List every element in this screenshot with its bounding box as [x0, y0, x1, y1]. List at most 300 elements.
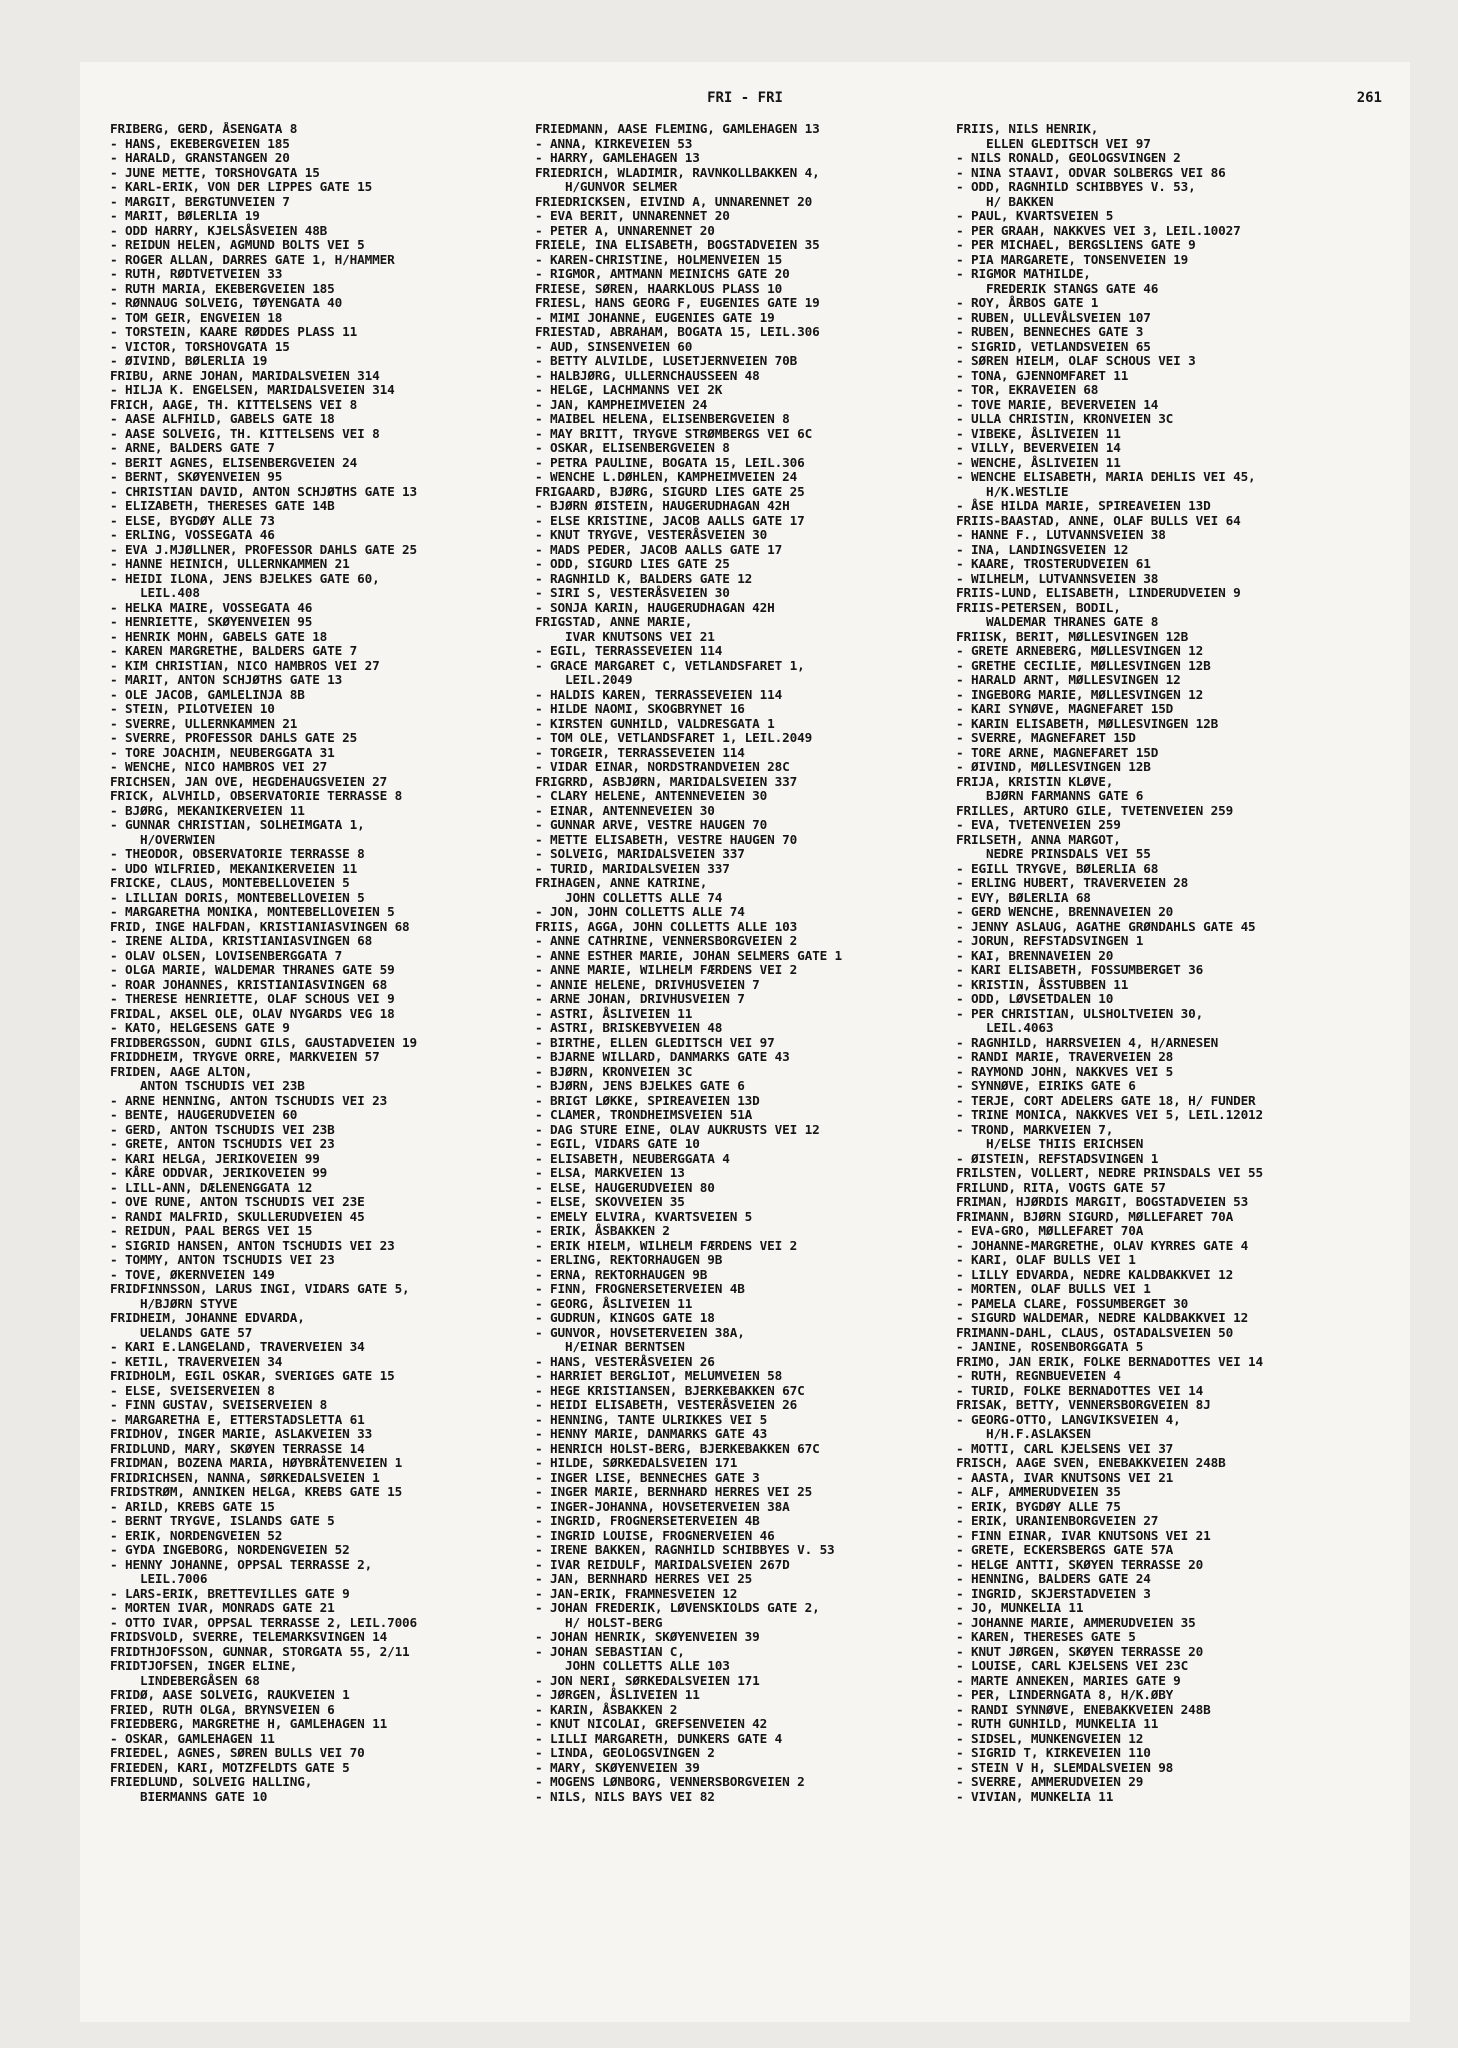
directory-entry-line: - MARTE ANNEKEN, MARIES GATE 9: [956, 1672, 1181, 1688]
directory-entry-line: - JANINE, ROSENBORGGATA 5: [956, 1339, 1144, 1354]
directory-entry-line: - BERNT, SKØYENVEIEN 95: [110, 469, 283, 484]
directory-entry-line: - SIGRID HANSEN, ANTON TSCHUDIS VEI 23: [110, 1237, 395, 1253]
directory-entry-line: - ELSE KRISTINE, JACOB AALLS GATE 17: [535, 512, 805, 528]
directory-entry-line: - FINN EINAR, IVAR KNUTSONS VEI 21: [956, 1527, 1211, 1543]
directory-entry-line: - HARRY, GAMLEHAGEN 13: [535, 150, 700, 165]
directory-entry-line: H/GUNVOR SELMER: [535, 179, 678, 194]
directory-entry-line: H/BJØRN STYVE: [110, 1295, 238, 1311]
directory-entry-line: - NINA STAAVI, ODVAR SOLBERGS VEI 86: [956, 164, 1226, 180]
directory-entry-line: - INGRID, FROGNERSETERVEIEN 4B: [535, 1513, 760, 1528]
directory-entry-line: - JUNE METTE, TORSHOVGATA 15: [110, 164, 320, 180]
directory-entry-line: - LILLIAN DORIS, MONTEBELLOVEIEN 5: [110, 889, 365, 905]
directory-entry-line: - GUDRUN, KINGOS GATE 18: [535, 1310, 715, 1325]
directory-entry-line: - UDO WILFRIED, MEKANIKERVEIEN 11: [110, 860, 358, 876]
directory-entry-line: FRICKE, CLAUS, MONTEBELLOVEIEN 5: [110, 875, 350, 890]
directory-entry-line: - BIRTHE, ELLEN GLEDITSCH VEI 97: [535, 1034, 775, 1050]
directory-entry-line: FRIED, RUTH OLGA, BRYNSVEIEN 6: [110, 1701, 335, 1717]
directory-entry-line: - ERLING, VOSSEGATA 46: [110, 527, 275, 542]
directory-entry-line: - GUNNAR ARVE, VESTRE HAUGEN 70: [535, 817, 768, 832]
page-header: [80, 90, 1410, 114]
directory-entry-line: - JOHANNE MARIE, AMMERUDVEIEN 35: [956, 1614, 1196, 1630]
directory-entry-line: UELANDS GATE 57: [110, 1324, 253, 1340]
directory-entry-line: - HENNY MARIE, DANMARKS GATE 43: [535, 1426, 768, 1441]
directory-entry-line: H/EINAR BERNTSEN: [535, 1339, 685, 1354]
directory-entry-line: - MARY, SKØYENVEIEN 39: [535, 1759, 700, 1775]
directory-entry-line: - HALDIS KAREN, TERRASSEVEIEN 114: [535, 686, 783, 702]
directory-entry-line: FRIDDHEIM, TRYGVE ORRE, MARKVEIEN 57: [110, 1049, 380, 1064]
directory-entry-line: - IRENE ALIDA, KRISTIANIASVINGEN 68: [110, 933, 373, 948]
directory-entry-line: - PER, LINDERNGATA 8, H/K.ØBY: [956, 1687, 1174, 1702]
directory-entry-line: - KRISTIN, ÅSSTUBBEN 11: [956, 976, 1129, 992]
directory-entry-line: - EMELY ELVIRA, KVARTSVEIEN 5: [535, 1208, 753, 1224]
directory-entry-line: FRIELE, INA ELISABETH, BOGSTADVEIEN 35: [535, 237, 820, 252]
directory-entry-line: FRIIS, NILS HENRIK,: [956, 122, 1099, 136]
directory-entry-line: - GRETE, ECKERSBERGS GATE 57A: [956, 1542, 1174, 1557]
directory-entry-line: - JON, JOHN COLLETTS ALLE 74: [535, 904, 745, 919]
directory-entry-line: - TOMMY, ANTON TSCHUDIS VEI 23: [110, 1252, 335, 1267]
directory-entry-line: - SIGRID, VETLANDSVEIEN 65: [956, 338, 1151, 354]
directory-entry-line: - BENTE, HAUGERUDVEIEN 60: [110, 1107, 298, 1122]
directory-entry-line: - TOR, EKRAVEIEN 68: [956, 382, 1099, 397]
directory-entry-line: - STEIN V H, SLEMDALSVEIEN 98: [956, 1759, 1174, 1775]
directory-entry-line: - TRINE MONICA, NAKKVES VEI 5, LEIL.12012: [956, 1107, 1264, 1122]
directory-entry-line: - ARNE, BALDERS GATE 7: [110, 440, 275, 455]
directory-entry-line: - HANS, EKEBERGVEIEN 185: [110, 135, 290, 151]
directory-entry-line: - JAN, BERNHARD HERRES VEI 25: [535, 1571, 753, 1586]
directory-entry-line: - HALBJØRG, ULLERNCHAUSSEEN 48: [535, 367, 760, 383]
directory-entry-line: - CHRISTIAN DAVID, ANTON SCHJØTHS GATE 13: [110, 483, 418, 499]
directory-entry-line: - EGILL TRYGVE, BØLERLIA 68: [956, 860, 1159, 876]
directory-entry-line: - LARS-ERIK, BRETTEVILLES GATE 9: [110, 1585, 350, 1601]
directory-entry-line: - OLAV OLSEN, LOVISENBERGGATA 7: [110, 947, 343, 963]
directory-entry-line: - ARILD, KREBS GATE 15: [110, 1498, 275, 1514]
directory-entry-line: - INGER MARIE, BERNHARD HERRES VEI 25: [535, 1484, 813, 1499]
directory-entry-line: FRIDHEIM, JOHANNE EDVARDA,: [110, 1310, 305, 1325]
directory-entry-line: - BETTY ALVILDE, LUSETJERNVEIEN 70B: [535, 353, 798, 368]
directory-entry-line: - VIVIAN, MUNKELIA 11: [956, 1788, 1114, 1804]
directory-entry-line: - THEODOR, OBSERVATORIE TERRASSE 8: [110, 846, 365, 861]
directory-entry-line: - KARI SYNØVE, MAGNEFARET 15D: [956, 701, 1174, 716]
directory-entry-line: - PETER A, UNNARENNET 20: [535, 222, 715, 238]
directory-entry-line: FRIEDEN, KARI, MOTZFELDTS GATE 5: [110, 1759, 350, 1775]
directory-entry-line: - GRETHE CECILIE, MØLLESVINGEN 12B: [956, 657, 1211, 673]
directory-entry-line: JOHN COLLETTS ALLE 103: [535, 1658, 730, 1673]
directory-entry-line: - ROAR JOHANNES, KRISTIANIASVINGEN 68: [110, 976, 388, 992]
directory-entry-line: FRIMANN, BJØRN SIGURD, MØLLEFARET 70A: [956, 1208, 1234, 1224]
directory-entry-line: - RUTH MARIA, EKEBERGVEIEN 185: [110, 280, 335, 296]
directory-entry-line: FRICH, AAGE, TH. KITTELSENS VEI 8: [110, 396, 358, 412]
directory-entry-line: - RANDI MARIE, TRAVERVEIEN 28: [956, 1049, 1174, 1064]
directory-entry-line: - HEGE KRISTIANSEN, BJERKEBAKKEN 67C: [535, 1382, 805, 1398]
directory-entry-line: H/ HOLST-BERG: [535, 1614, 663, 1630]
directory-entry-line: - JØRGEN, ÅSLIVEIEN 11: [535, 1687, 700, 1702]
directory-entry-line: - RØNNAUG SOLVEIG, TØYENGATA 40: [110, 295, 343, 310]
directory-entry-line: - KARL-ERIK, VON DER LIPPES GATE 15: [110, 179, 373, 194]
directory-entry-line: FRIEDEL, AGNES, SØREN BULLS VEI 70: [110, 1745, 365, 1760]
directory-entry-line: - JOHAN FREDERIK, LØVENSKIOLDS GATE 2,: [535, 1600, 820, 1615]
directory-entry-line: - SYNNØVE, EIRIKS GATE 6: [956, 1078, 1136, 1093]
directory-entry-line: FRIDHOLM, EGIL OSKAR, SVERIGES GATE 15: [110, 1368, 395, 1383]
directory-entry-line: - SVERRE, AMMERUDVEIEN 29: [956, 1774, 1144, 1789]
directory-entry-line: - NILS, NILS BAYS VEI 82: [535, 1788, 715, 1804]
directory-entry-line: - ØIVIND, BØLERLIA 19: [110, 353, 268, 368]
directory-entry-line: - ARNE HENNING, ANTON TSCHUDIS VEI 23: [110, 1092, 388, 1108]
directory-entry-line: - KETIL, TRAVERVEIEN 34: [110, 1353, 283, 1369]
directory-entry-line: - JO, MUNKELIA 11: [956, 1600, 1084, 1615]
directory-entry-line: - HILDE, SØRKEDALSVEIEN 171: [535, 1455, 738, 1470]
directory-entry-line: - GERD, ANTON TSCHUDIS VEI 23B: [110, 1121, 335, 1137]
directory-entry-line: - CLARY HELENE, ANTENNEVEIEN 30: [535, 788, 768, 803]
directory-entry-line: - ERIK, URANIENBORGVEIEN 27: [956, 1513, 1159, 1528]
directory-entry-line: FRICHSEN, JAN OVE, HEGDEHAUGSVEIEN 27: [110, 773, 388, 789]
directory-entry-line: - ODD, RAGNHILD SCHIBBYES V. 53,: [956, 179, 1196, 194]
directory-entry-line: - OVE RUNE, ANTON TSCHUDIS VEI 23E: [110, 1194, 365, 1209]
directory-entry-line: - EVA J.MJØLLNER, PROFESSOR DAHLS GATE 25: [110, 541, 418, 557]
directory-entry-line: BIERMANNS GATE 10: [110, 1788, 268, 1804]
directory-column-3: [956, 122, 1396, 1804]
directory-entry-line: - TOVE MARIE, BEVERVEIEN 14: [956, 396, 1159, 412]
directory-entry-line: - ERIK, ÅSBAKKEN 2: [535, 1223, 670, 1238]
directory-entry-line: - KNUT NICOLAI, GREFSENVEIEN 42: [535, 1716, 768, 1731]
directory-entry-line: FRID, INGE HALFDAN, KRISTIANIASVINGEN 68: [110, 918, 410, 934]
directory-entry-line: - HANNE F., LUTVANNSVEIEN 38: [956, 527, 1166, 542]
directory-entry-line: - PAMELA CLARE, FOSSUMBERGET 30: [956, 1295, 1189, 1311]
directory-entry-line: - SONJA KARIN, HAUGERUDHAGAN 42H: [535, 599, 775, 615]
directory-entry-line: - INA, LANDINGSVEIEN 12: [956, 541, 1129, 557]
directory-entry-line: - KARI E.LANGELAND, TRAVERVEIEN 34: [110, 1339, 365, 1354]
directory-entry-line: - JORUN, REFSTADSVINGEN 1: [956, 933, 1144, 948]
directory-entry-line: - ERNA, REKTORHAUGEN 9B: [535, 1266, 708, 1282]
directory-entry-line: - OSKAR, ELISENBERGVEIEN 8: [535, 440, 730, 455]
directory-entry-line: - EINAR, ANTENNEVEIEN 30: [535, 802, 715, 818]
directory-entry-line: H/ELSE THIIS ERICHSEN: [956, 1136, 1144, 1151]
directory-entry-line: H/ BAKKEN: [956, 193, 1054, 209]
directory-entry-line: - INGRID, SKJERSTADVEIEN 3: [956, 1585, 1151, 1601]
directory-entry-line: - PER MICHAEL, BERGSLIENS GATE 9: [956, 237, 1196, 252]
directory-entry-line: - KARIN ELISABETH, MØLLESVINGEN 12B: [956, 715, 1219, 731]
directory-entry-line: - ELSE, HAUGERUDVEIEN 80: [535, 1179, 715, 1195]
directory-entry-line: - ERIK HIELM, WILHELM FÆRDENS VEI 2: [535, 1237, 798, 1253]
directory-entry-line: - HILJA K. ENGELSEN, MARIDALSVEIEN 314: [110, 382, 395, 397]
directory-entry-line: - ERIK, NORDENGVEIEN 52: [110, 1527, 283, 1543]
directory-entry-line: - BERIT AGNES, ELISENBERGVEIEN 24: [110, 454, 358, 470]
directory-entry-line: - HARRIET BERGLIOT, MELUMVEIEN 58: [535, 1368, 783, 1383]
directory-entry-line: - WENCHE L.DØHLEN, KAMPHEIMVEIEN 24: [535, 469, 798, 484]
directory-entry-line: - KNUT JØRGEN, SKØYEN TERRASSE 20: [956, 1643, 1204, 1659]
directory-entry-line: FRIDSTRØM, ANNIKEN HELGA, KREBS GATE 15: [110, 1484, 403, 1499]
directory-entry-line: FREDERIK STANGS GATE 46: [956, 280, 1159, 296]
directory-entry-line: - KÅRE ODDVAR, JERIKOVEIEN 99: [110, 1165, 328, 1180]
directory-entry-line: FRISCH, AAGE SVEN, ENEBAKKVEIEN 248B: [956, 1455, 1226, 1470]
directory-entry-line: - REIDUN HELEN, AGMUND BOLTS VEI 5: [110, 237, 365, 252]
directory-entry-line: - METTE ELISABETH, VESTRE HAUGEN 70: [535, 831, 798, 847]
directory-entry-line: - TORGEIR, TERRASSEVEIEN 114: [535, 744, 745, 760]
directory-entry-line: - GRETE ARNEBERG, MØLLESVINGEN 12: [956, 643, 1204, 658]
directory-entry-line: - HANS, VESTERÅSVEIEN 26: [535, 1353, 715, 1369]
directory-entry-line: - THERESE HENRIETTE, OLAF SCHOUS VEI 9: [110, 991, 395, 1006]
directory-entry-line: - MAY BRITT, TRYGVE STRØMBERGS VEI 6C: [535, 425, 813, 441]
directory-entry-line: - SIGURD WALDEMAR, NEDRE KALDBAKKVEI 12: [956, 1310, 1249, 1325]
directory-entry-line: - ANNE MARIE, WILHELM FÆRDENS VEI 2: [535, 962, 798, 977]
directory-entry-line: - EVY, BØLERLIA 68: [956, 889, 1091, 905]
directory-entry-line: - TERJE, CORT ADELERS GATE 18, H/ FUNDER: [956, 1092, 1256, 1108]
page-number: 261: [1356, 90, 1382, 106]
directory-entry-line: - BJØRG, MEKANIKERVEIEN 11: [110, 802, 305, 818]
directory-entry-line: H/K.WESTLIE: [956, 483, 1069, 499]
directory-entry-line: - JAN, KAMPHEIMVEIEN 24: [535, 396, 708, 412]
directory-entry-line: - KARI HELGA, JERIKOVEIEN 99: [110, 1150, 320, 1166]
directory-entry-line: - MORTEN, OLAF BULLS VEI 1: [956, 1281, 1151, 1296]
directory-entry-line: - MOGENS LØNBORG, VENNERSBORGVEIEN 2: [535, 1774, 805, 1789]
directory-column-1: [110, 122, 530, 1804]
directory-entry-line: - SVERRE, ULLERNKAMMEN 21: [110, 715, 298, 731]
directory-entry-line: - RUBEN, BENNECHES GATE 3: [956, 324, 1144, 339]
directory-entry-line: BJØRN FARMANNS GATE 6: [956, 788, 1144, 803]
directory-entry-line: LEIL.4063: [956, 1020, 1054, 1035]
directory-entry-line: - EVA BERIT, UNNARENNET 20: [535, 208, 730, 223]
directory-entry-line: - ØIVIND, MØLLESVINGEN 12B: [956, 759, 1151, 774]
directory-entry-line: - RANDI SYNNØVE, ENEBAKKVEIEN 248B: [956, 1701, 1211, 1717]
directory-entry-line: FRIIS-PETERSEN, BODIL,: [956, 599, 1121, 615]
directory-entry-line: - LINDA, GEOLOGSVINGEN 2: [535, 1745, 715, 1760]
directory-entry-line: - MIMI JOHANNE, EUGENIES GATE 19: [535, 309, 775, 325]
directory-entry-line: FRIDFINNSSON, LARUS INGI, VIDARS GATE 5,: [110, 1281, 410, 1296]
directory-entry-line: - TORE ARNE, MAGNEFARET 15D: [956, 744, 1159, 760]
directory-entry-line: - LILL-ANN, DÆLENENGGATA 12: [110, 1179, 313, 1195]
directory-entry-line: JOHN COLLETTS ALLE 74: [535, 889, 723, 905]
directory-entry-line: - GEORG, ÅSLIVEIEN 11: [535, 1295, 693, 1311]
directory-entry-line: FRIESL, HANS GEORG F, EUGENIES GATE 19: [535, 295, 820, 310]
directory-entry-line: - KARIN, ÅSBAKKEN 2: [535, 1701, 678, 1717]
directory-entry-line: FRICK, ALVHILD, OBSERVATORIE TERRASSE 8: [110, 788, 403, 803]
directory-entry-line: - RAGNHILD, HARRSVEIEN 4, H/ARNESEN: [956, 1034, 1219, 1050]
directory-entry-line: - LILLI MARGARETH, DUNKERS GATE 4: [535, 1730, 783, 1746]
directory-entry-line: FRIMO, JAN ERIK, FOLKE BERNADOTTES VEI 14: [956, 1353, 1264, 1369]
directory-entry-line: - ELSE, SKOVVEIEN 35: [535, 1194, 685, 1209]
directory-entry-line: - SIGRID T, KIRKEVEIEN 110: [956, 1745, 1151, 1760]
directory-entry-line: - INGRID LOUISE, FROGNERVEIEN 46: [535, 1527, 775, 1543]
directory-entry-line: - RANDI MALFRID, SKULLERUDVEIEN 45: [110, 1208, 365, 1224]
directory-entry-line: - ALF, AMMERUDVEIEN 35: [956, 1484, 1121, 1499]
directory-entry-line: FRIDHOV, INGER MARIE, ASLAKVEIEN 33: [110, 1426, 373, 1441]
directory-entry-line: - ERLING HUBERT, TRAVERVEIEN 28: [956, 875, 1189, 890]
directory-entry-line: H/H.F.ASLAKSEN: [956, 1426, 1091, 1441]
directory-entry-line: - SVERRE, PROFESSOR DAHLS GATE 25: [110, 730, 358, 745]
directory-entry-line: - AASE ALFHILD, GABELS GATE 18: [110, 411, 335, 426]
directory-entry-line: FRIDBERGSSON, GUDNI GILS, GAUSTADVEIEN 19: [110, 1034, 418, 1050]
directory-entry-line: - BJØRN ØISTEIN, HAUGERUDHAGAN 42H: [535, 498, 790, 513]
directory-entry-line: - RUBEN, ULLEVÅLSVEIEN 107: [956, 309, 1151, 325]
directory-entry-line: - VILLY, BEVERVEIEN 14: [956, 440, 1121, 455]
directory-entry-line: FRIBERG, GERD, ÅSENGATA 8: [110, 122, 298, 136]
directory-entry-line: FRIEDMANN, AASE FLEMING, GAMLEHAGEN 13: [535, 122, 820, 136]
directory-entry-line: - RUTH, REGNBUEVEIEN 4: [956, 1368, 1121, 1383]
directory-entry-line: - ØISTEIN, REFSTADSVINGEN 1: [956, 1150, 1159, 1166]
directory-entry-line: FRIIS, AGGA, JOHN COLLETTS ALLE 103: [535, 918, 798, 934]
directory-entry-line: ANTON TSCHUDIS VEI 23B: [110, 1078, 305, 1093]
directory-entry-line: ELLEN GLEDITSCH VEI 97: [956, 135, 1151, 151]
directory-entry-line: FRIISK, BERIT, MØLLESVINGEN 12B: [956, 628, 1189, 644]
directory-entry-line: - KIRSTEN GUNHILD, VALDRESGATA 1: [535, 715, 775, 731]
directory-entry-line: - HANNE HEINICH, ULLERNKAMMEN 21: [110, 556, 350, 571]
directory-entry-line: - HARALD ARNT, MØLLESVINGEN 12: [956, 672, 1181, 687]
directory-entry-line: FRIEDLUND, SOLVEIG HALLING,: [110, 1774, 313, 1789]
directory-entry-line: - JOHANNE-MARGRETHE, OLAV KYRRES GATE 4: [956, 1237, 1249, 1253]
directory-entry-line: FRIESTAD, ABRAHAM, BOGATA 15, LEIL.306: [535, 324, 820, 339]
directory-entry-line: - HELKA MAIRE, VOSSEGATA 46: [110, 599, 313, 615]
directory-entry-line: - SIDSEL, MUNKENGVEIEN 12: [956, 1730, 1144, 1746]
directory-entry-line: - KARI ELISABETH, FOSSUMBERGET 36: [956, 962, 1204, 977]
directory-entry-line: - MARGARETHA MONIKA, MONTEBELLOVEIEN 5: [110, 904, 395, 919]
directory-entry-line: - GRETE, ANTON TSCHUDIS VEI 23: [110, 1136, 335, 1151]
directory-entry-line: - JAN-ERIK, FRAMNESVEIEN 12: [535, 1585, 738, 1601]
directory-entry-line: - SVERRE, MAGNEFARET 15D: [956, 730, 1136, 745]
directory-entry-line: FRIDØ, AASE SOLVEIG, RAUKVEIEN 1: [110, 1687, 350, 1702]
directory-entry-line: FRILLES, ARTURO GILE, TVETENVEIEN 259: [956, 802, 1234, 818]
directory-entry-line: - OLGA MARIE, WALDEMAR THRANES GATE 59: [110, 962, 395, 977]
directory-entry-line: WALDEMAR THRANES GATE 8: [956, 614, 1159, 629]
directory-entry-line: - MAIBEL HELENA, ELISENBERGVEIEN 8: [535, 411, 790, 426]
directory-entry-line: FRILSETH, ANNA MARGOT,: [956, 831, 1121, 847]
directory-entry-line: - ELSE, SVEISERVEIEN 8: [110, 1382, 275, 1398]
directory-entry-line: FRIDMAN, BOZENA MARIA, HØYBRÅTENVEIEN 1: [110, 1455, 403, 1470]
directory-entry-line: - SØREN HIELM, OLAF SCHOUS VEI 3: [956, 353, 1196, 368]
directory-entry-line: - ROGER ALLAN, DARRES GATE 1, H/HAMMER: [110, 251, 395, 267]
directory-entry-line: - HENRICH HOLST-BERG, BJERKEBAKKEN 67C: [535, 1440, 820, 1456]
directory-entry-line: FRIDEN, AAGE ALTON,: [110, 1063, 253, 1079]
directory-entry-line: - GERD WENCHE, BRENNAVEIEN 20: [956, 904, 1174, 919]
directory-entry-line: - BRIGT LØKKE, SPIREAVEIEN 13D: [535, 1092, 760, 1108]
directory-entry-line: FRIMANN-DAHL, CLAUS, OSTADALSVEIEN 50: [956, 1324, 1234, 1340]
directory-entry-line: - WENCHE, ÅSLIVEIEN 11: [956, 454, 1121, 470]
directory-entry-line: - JENNY ASLAUG, AGATHE GRØNDAHLS GATE 45: [956, 918, 1256, 934]
directory-entry-line: - MARGIT, BERGTUNVEIEN 7: [110, 193, 290, 209]
directory-entry-line: - KAARE, TROSTERUDVEIEN 61: [956, 556, 1151, 571]
directory-entry-line: - JOHAN HENRIK, SKØYENVEIEN 39: [535, 1629, 760, 1644]
directory-entry-line: - TOM OLE, VETLANDSFARET 1, LEIL.2049: [535, 730, 813, 745]
directory-entry-line: - ULLA CHRISTIN, KRONVEIEN 3C: [956, 411, 1174, 426]
directory-entry-line: - PETRA PAULINE, BOGATA 15, LEIL.306: [535, 454, 805, 470]
directory-entry-line: LEIL.408: [110, 585, 200, 600]
directory-entry-line: - NILS RONALD, GEOLOGSVINGEN 2: [956, 150, 1181, 165]
directory-entry-line: - ODD, SIGURD LIES GATE 25: [535, 556, 730, 571]
page-title: FRI - FRI: [707, 90, 783, 106]
directory-entry-line: - ELIZABETH, THERESES GATE 14B: [110, 498, 335, 513]
directory-entry-line: - KATO, HELGESENS GATE 9: [110, 1020, 290, 1035]
directory-entry-line: FRIGSTAD, ANNE MARIE,: [535, 614, 693, 629]
directory-entry-line: FRIDRICHSEN, NANNA, SØRKEDALSVEIEN 1: [110, 1469, 380, 1485]
directory-entry-line: - OSKAR, GAMLEHAGEN 11: [110, 1730, 275, 1746]
directory-entry-line: - VIBEKE, ÅSLIVEIEN 11: [956, 425, 1121, 441]
directory-entry-line: FRIEDBERG, MARGRETHE H, GAMLEHAGEN 11: [110, 1716, 388, 1731]
directory-entry-line: - INGER LISE, BENNECHES GATE 3: [535, 1469, 760, 1485]
directory-entry-line: - KAREN-CHRISTINE, HOLMENVEIEN 15: [535, 251, 783, 267]
directory-entry-line: - FINN, FROGNERSETERVEIEN 4B: [535, 1281, 745, 1296]
directory-entry-line: - RUTH GUNHILD, MUNKELIA 11: [956, 1716, 1159, 1731]
directory-entry-line: - KAI, BRENNAVEIEN 20: [956, 947, 1114, 963]
directory-entry-line: - EVA, TVETENVEIEN 259: [956, 817, 1121, 832]
directory-entry-line: - TURID, FOLKE BERNADOTTES VEI 14: [956, 1382, 1204, 1398]
directory-entry-line: FRIGRRD, ASBJØRN, MARIDALSVEIEN 337: [535, 773, 798, 789]
directory-entry-line: - TONA, GJENNOMFARET 11: [956, 367, 1129, 383]
directory-entry-line: - ODD HARRY, KJELSÅSVEIEN 48B: [110, 222, 328, 238]
directory-entry-line: - KAREN, THERESES GATE 5: [956, 1629, 1136, 1644]
directory-entry-line: - TURID, MARIDALSVEIEN 337: [535, 860, 730, 876]
directory-entry-line: - MARIT, ANTON SCHJØTHS GATE 13: [110, 672, 343, 687]
directory-entry-line: LEIL.2049: [535, 672, 633, 687]
directory-entry-line: - TORSTEIN, KAARE RØDDES PLASS 11: [110, 324, 358, 339]
directory-entry-line: - MORTEN IVAR, MONRADS GATE 21: [110, 1600, 335, 1615]
directory-entry-line: - INGEBORG MARIE, MØLLESVINGEN 12: [956, 686, 1204, 702]
directory-entry-line: - AASE SOLVEIG, TH. KITTELSENS VEI 8: [110, 425, 380, 441]
directory-entry-line: - HELGE ANTTI, SKØYEN TERRASSE 20: [956, 1556, 1204, 1572]
directory-entry-line: - KAREN MARGRETHE, BALDERS GATE 7: [110, 643, 358, 658]
directory-entry-line: - WENCHE, NICO HAMBROS VEI 27: [110, 759, 328, 774]
directory-entry-line: - PIA MARGARETE, TONSENVEIEN 19: [956, 251, 1189, 267]
directory-entry-line: - TROND, MARKVEIEN 7,: [956, 1121, 1114, 1137]
directory-entry-line: - WENCHE ELISABETH, MARIA DEHLIS VEI 45,: [956, 469, 1256, 484]
directory-entry-line: - TOVE, ØKERNVEIEN 149: [110, 1266, 275, 1282]
directory-entry-line: - ANNE ESTHER MARIE, JOHAN SELMERS GATE 1: [535, 947, 843, 963]
directory-entry-line: LEIL.7006: [110, 1571, 208, 1586]
directory-entry-line: - KIM CHRISTIAN, NICO HAMBROS VEI 27: [110, 657, 380, 673]
directory-entry-line: FRIIS-BAASTAD, ANNE, OLAF BULLS VEI 64: [956, 512, 1241, 528]
directory-entry-line: - GEORG-OTTO, LANGVIKSVEIEN 4,: [956, 1411, 1181, 1427]
directory-entry-line: - GUNNAR CHRISTIAN, SOLHEIMGATA 1,: [110, 817, 365, 832]
directory-entry-line: - CLAMER, TRONDHEIMSVEIEN 51A: [535, 1107, 753, 1122]
directory-entry-line: - ROY, ÅRBOS GATE 1: [956, 295, 1099, 310]
directory-entry-line: - GUNVOR, HOVSETERVEIEN 38A,: [535, 1324, 745, 1340]
directory-entry-line: - SOLVEIG, MARIDALSVEIEN 337: [535, 846, 745, 861]
directory-entry-line: - TORE JOACHIM, NEUBERGGATA 31: [110, 744, 335, 760]
directory-entry-line: FRILUND, RITA, VOGTS GATE 57: [956, 1179, 1166, 1195]
directory-entry-line: - PER CHRISTIAN, ULSHOLTVEIEN 30,: [956, 1005, 1204, 1021]
directory-entry-line: - VIDAR EINAR, NORDSTRANDVEIEN 28C: [535, 759, 790, 774]
directory-entry-line: - ELISABETH, NEUBERGGATA 4: [535, 1150, 730, 1166]
directory-entry-line: - LILLY EDVARDA, NEDRE KALDBAKKVEI 12: [956, 1266, 1234, 1282]
directory-entry-line: - ASTRI, ÅSLIVEIEN 11: [535, 1005, 693, 1021]
directory-entry-line: FRIDTHJOFSSON, GUNNAR, STORGATA 55, 2/11: [110, 1643, 410, 1659]
directory-entry-line: FRIDTJOFSEN, INGER ELINE,: [110, 1658, 298, 1673]
directory-entry-line: FRIHAGEN, ANNE KATRINE,: [535, 875, 708, 890]
directory-entry-line: FRIEDRICKSEN, EIVIND A, UNNARENNET 20: [535, 193, 813, 209]
directory-entry-line: - IVAR REIDULF, MARIDALSVEIEN 267D: [535, 1556, 790, 1572]
directory-entry-line: - TOM GEIR, ENGVEIEN 18: [110, 309, 283, 325]
directory-entry-line: - ÅSE HILDA MARIE, SPIREAVEIEN 13D: [956, 498, 1211, 513]
directory-entry-line: - GRACE MARGARET C, VETLANDSFARET 1,: [535, 657, 805, 673]
directory-entry-line: FRIBU, ARNE JOHAN, MARIDALSVEIEN 314: [110, 367, 380, 383]
directory-entry-line: - BJØRN, KRONVEIEN 3C: [535, 1063, 693, 1079]
directory-entry-line: - FINN GUSTAV, SVEISERVEIEN 8: [110, 1397, 328, 1412]
directory-entry-line: - AASTA, IVAR KNUTSONS VEI 21: [956, 1469, 1174, 1485]
directory-entry-line: - INGER-JOHANNA, HOVSETERVEIEN 38A: [535, 1498, 790, 1514]
directory-entry-line: - ANNA, KIRKEVEIEN 53: [535, 135, 693, 151]
directory-entry-line: - MARIT, BØLERLIA 19: [110, 208, 260, 223]
directory-entry-line: - BJARNE WILLARD, DANMARKS GATE 43: [535, 1049, 790, 1064]
directory-entry-line: - KNUT TRYGVE, VESTERÅSVEIEN 30: [535, 527, 768, 542]
directory-entry-line: - ERIK, BYGDØY ALLE 75: [956, 1498, 1121, 1514]
directory-entry-line: - VICTOR, TORSHOVGATA 15: [110, 338, 290, 354]
directory-entry-line: - HEIDI ILONA, JENS BJELKES GATE 60,: [110, 570, 380, 586]
directory-entry-line: - JOHAN SEBASTIAN C,: [535, 1643, 685, 1659]
directory-entry-line: - IRENE BAKKEN, RAGNHILD SCHIBBYES V. 53: [535, 1542, 835, 1557]
directory-entry-line: - MADS PEDER, JACOB AALLS GATE 17: [535, 541, 783, 557]
directory-entry-line: - HENNING, BALDERS GATE 24: [956, 1571, 1151, 1586]
directory-entry-line: - MARGARETHA E, ETTERSTADSLETTA 61: [110, 1411, 365, 1427]
directory-entry-line: - ELSA, MARKVEIEN 13: [535, 1165, 685, 1180]
directory-entry-line: - RAYMOND JOHN, NAKKVES VEI 5: [956, 1063, 1174, 1079]
directory-entry-line: - GYDA INGEBORG, NORDENGVEIEN 52: [110, 1542, 350, 1557]
